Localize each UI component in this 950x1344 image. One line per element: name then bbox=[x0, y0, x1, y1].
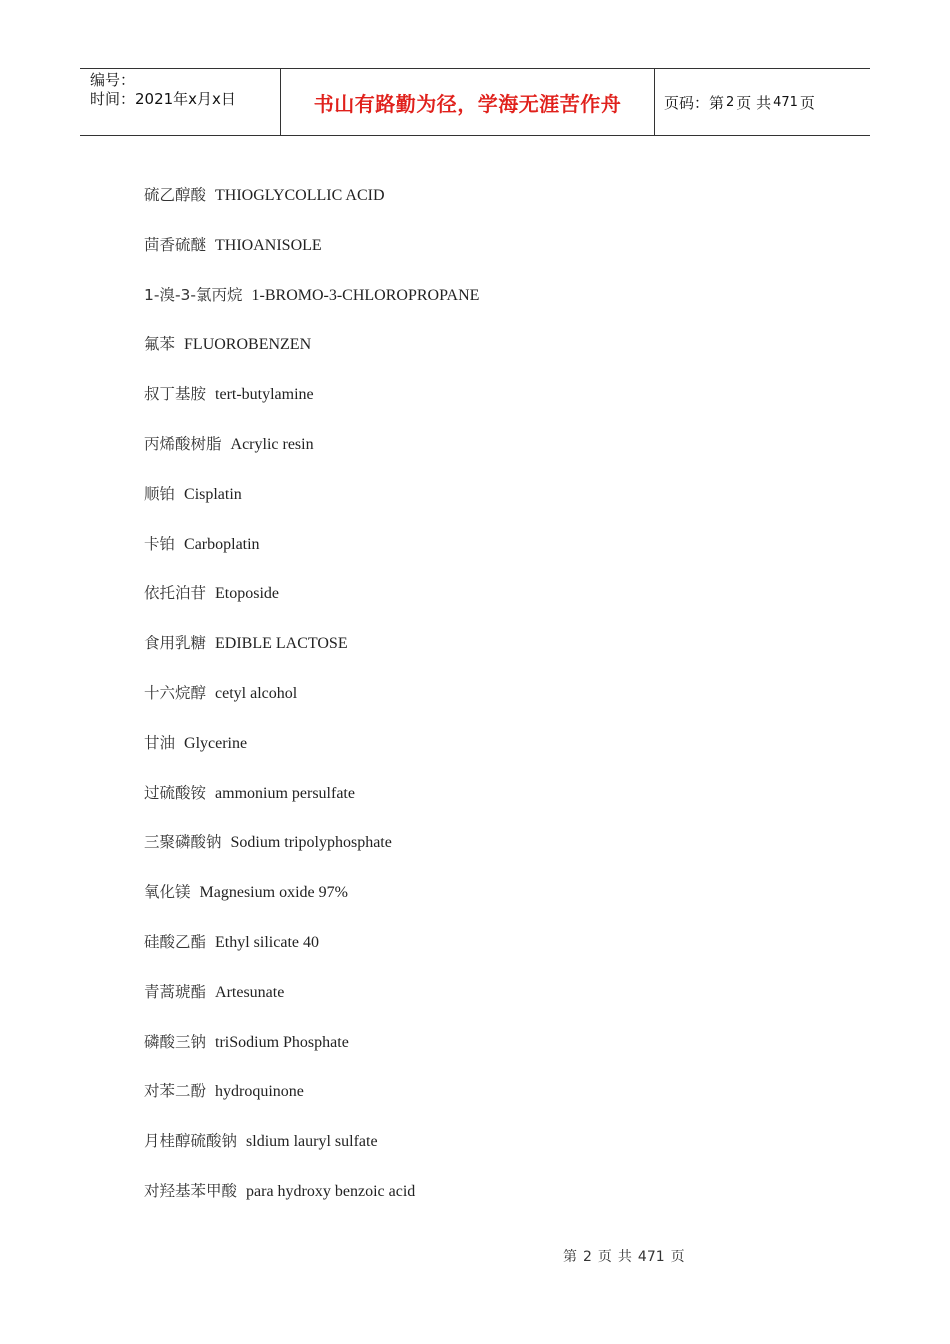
list-item bbox=[144, 631, 844, 681]
english-term: Acrylic resin bbox=[230, 435, 314, 453]
english-term: 1-BROMO-3-CHLOROPROPANE bbox=[251, 286, 480, 304]
list-item bbox=[144, 332, 844, 382]
chinese-term: 过硫酸铵 bbox=[144, 783, 207, 802]
english-term: cetyl alcohol bbox=[215, 684, 298, 702]
english-term: FLUOROBENZEN bbox=[184, 336, 312, 354]
english-term: hydroquinone bbox=[215, 1083, 304, 1101]
list-item bbox=[144, 532, 844, 582]
chinese-term: 磷酸三钠 bbox=[144, 1032, 207, 1051]
list-item bbox=[144, 880, 844, 930]
document-time-label: 时间：2021年x月x日 bbox=[90, 90, 236, 108]
list-item bbox=[144, 1079, 844, 1129]
chinese-term: 1-溴-3-氯丙烷 bbox=[144, 285, 243, 304]
chinese-term: 氧化镁 bbox=[144, 883, 191, 902]
chinese-term: 对羟基苯甲酸 bbox=[144, 1181, 238, 1200]
footer-total: 471 bbox=[637, 1249, 665, 1265]
glossary-list bbox=[144, 183, 844, 1229]
english-term: Magnesium oxide 97% bbox=[199, 884, 348, 902]
chinese-term: 十六烷醇 bbox=[144, 683, 207, 702]
footer-prefix: 第 bbox=[563, 1249, 577, 1265]
page-suffix: 页 bbox=[799, 93, 815, 112]
english-term: sldium lauryl sulfate bbox=[246, 1133, 378, 1151]
chinese-term: 对苯二酚 bbox=[144, 1082, 207, 1101]
english-term: tert-butylamine bbox=[215, 386, 314, 404]
page-footer bbox=[563, 1246, 691, 1266]
list-item bbox=[144, 283, 844, 333]
document-number-label: 编号： bbox=[90, 71, 136, 89]
list-item bbox=[144, 183, 844, 233]
english-term: Etoposide bbox=[215, 585, 280, 603]
page-prefix: 页码：第 bbox=[664, 93, 725, 112]
list-item bbox=[144, 382, 844, 432]
list-item bbox=[144, 482, 844, 532]
header-meta bbox=[80, 69, 281, 135]
chinese-term: 卡铂 bbox=[144, 534, 176, 553]
footer-mid: 页 bbox=[597, 1249, 612, 1265]
english-term: Cisplatin bbox=[184, 485, 242, 503]
chinese-term: 顺铂 bbox=[144, 484, 176, 503]
list-item bbox=[144, 1030, 844, 1080]
list-item bbox=[144, 233, 844, 283]
english-term: Carboplatin bbox=[184, 535, 260, 553]
chinese-term: 茴香硫醚 bbox=[144, 235, 207, 254]
chinese-term: 依托泊苷 bbox=[144, 584, 207, 603]
list-item bbox=[144, 581, 844, 631]
english-term: THIOGLYCOLLIC ACID bbox=[215, 187, 385, 204]
chinese-term: 硫乙醇酸 bbox=[144, 186, 207, 204]
header-motto: 书山有路勤为径，学海无涯苦作舟 bbox=[281, 69, 655, 135]
chinese-term: 青蒿琥酯 bbox=[144, 982, 207, 1001]
footer-total-prefix: 共 bbox=[617, 1249, 632, 1265]
page-current: 2 bbox=[726, 94, 735, 110]
list-item bbox=[144, 731, 844, 781]
english-term: Sodium tripolyphosphate bbox=[230, 834, 392, 852]
english-term: Artesunate bbox=[215, 983, 285, 1001]
english-term: Glycerine bbox=[184, 734, 248, 752]
list-item bbox=[144, 980, 844, 1030]
chinese-term: 食用乳糖 bbox=[144, 634, 207, 653]
english-term: EDIBLE LACTOSE bbox=[215, 635, 348, 653]
english-term: Ethyl silicate 40 bbox=[215, 933, 319, 951]
footer-suffix: 页 bbox=[670, 1249, 685, 1265]
english-term: THIOANISOLE bbox=[215, 236, 322, 254]
chinese-term: 甘油 bbox=[144, 733, 176, 752]
list-item bbox=[144, 1129, 844, 1179]
english-term: ammonium persulfate bbox=[215, 784, 355, 802]
list-item bbox=[144, 1179, 844, 1229]
list-item bbox=[144, 781, 844, 831]
english-term: triSodium Phosphate bbox=[215, 1033, 349, 1051]
chinese-term: 三聚磷酸钠 bbox=[144, 833, 222, 852]
header-page-info bbox=[655, 69, 870, 135]
list-item bbox=[144, 930, 844, 980]
list-item bbox=[144, 432, 844, 482]
chinese-term: 氟苯 bbox=[144, 335, 176, 354]
chinese-term: 丙烯酸树脂 bbox=[144, 434, 222, 453]
chinese-term: 硅酸乙酯 bbox=[144, 932, 207, 951]
list-item bbox=[144, 830, 844, 880]
list-item bbox=[144, 681, 844, 731]
page-total: 471 bbox=[773, 94, 798, 110]
chinese-term: 叔丁基胺 bbox=[144, 385, 207, 404]
page-mid: 页 共 bbox=[736, 93, 772, 112]
footer-current: 2 bbox=[583, 1249, 592, 1265]
english-term: para hydroxy benzoic acid bbox=[246, 1182, 416, 1200]
page-header bbox=[80, 68, 870, 136]
chinese-term: 月桂醇硫酸钠 bbox=[144, 1132, 238, 1151]
